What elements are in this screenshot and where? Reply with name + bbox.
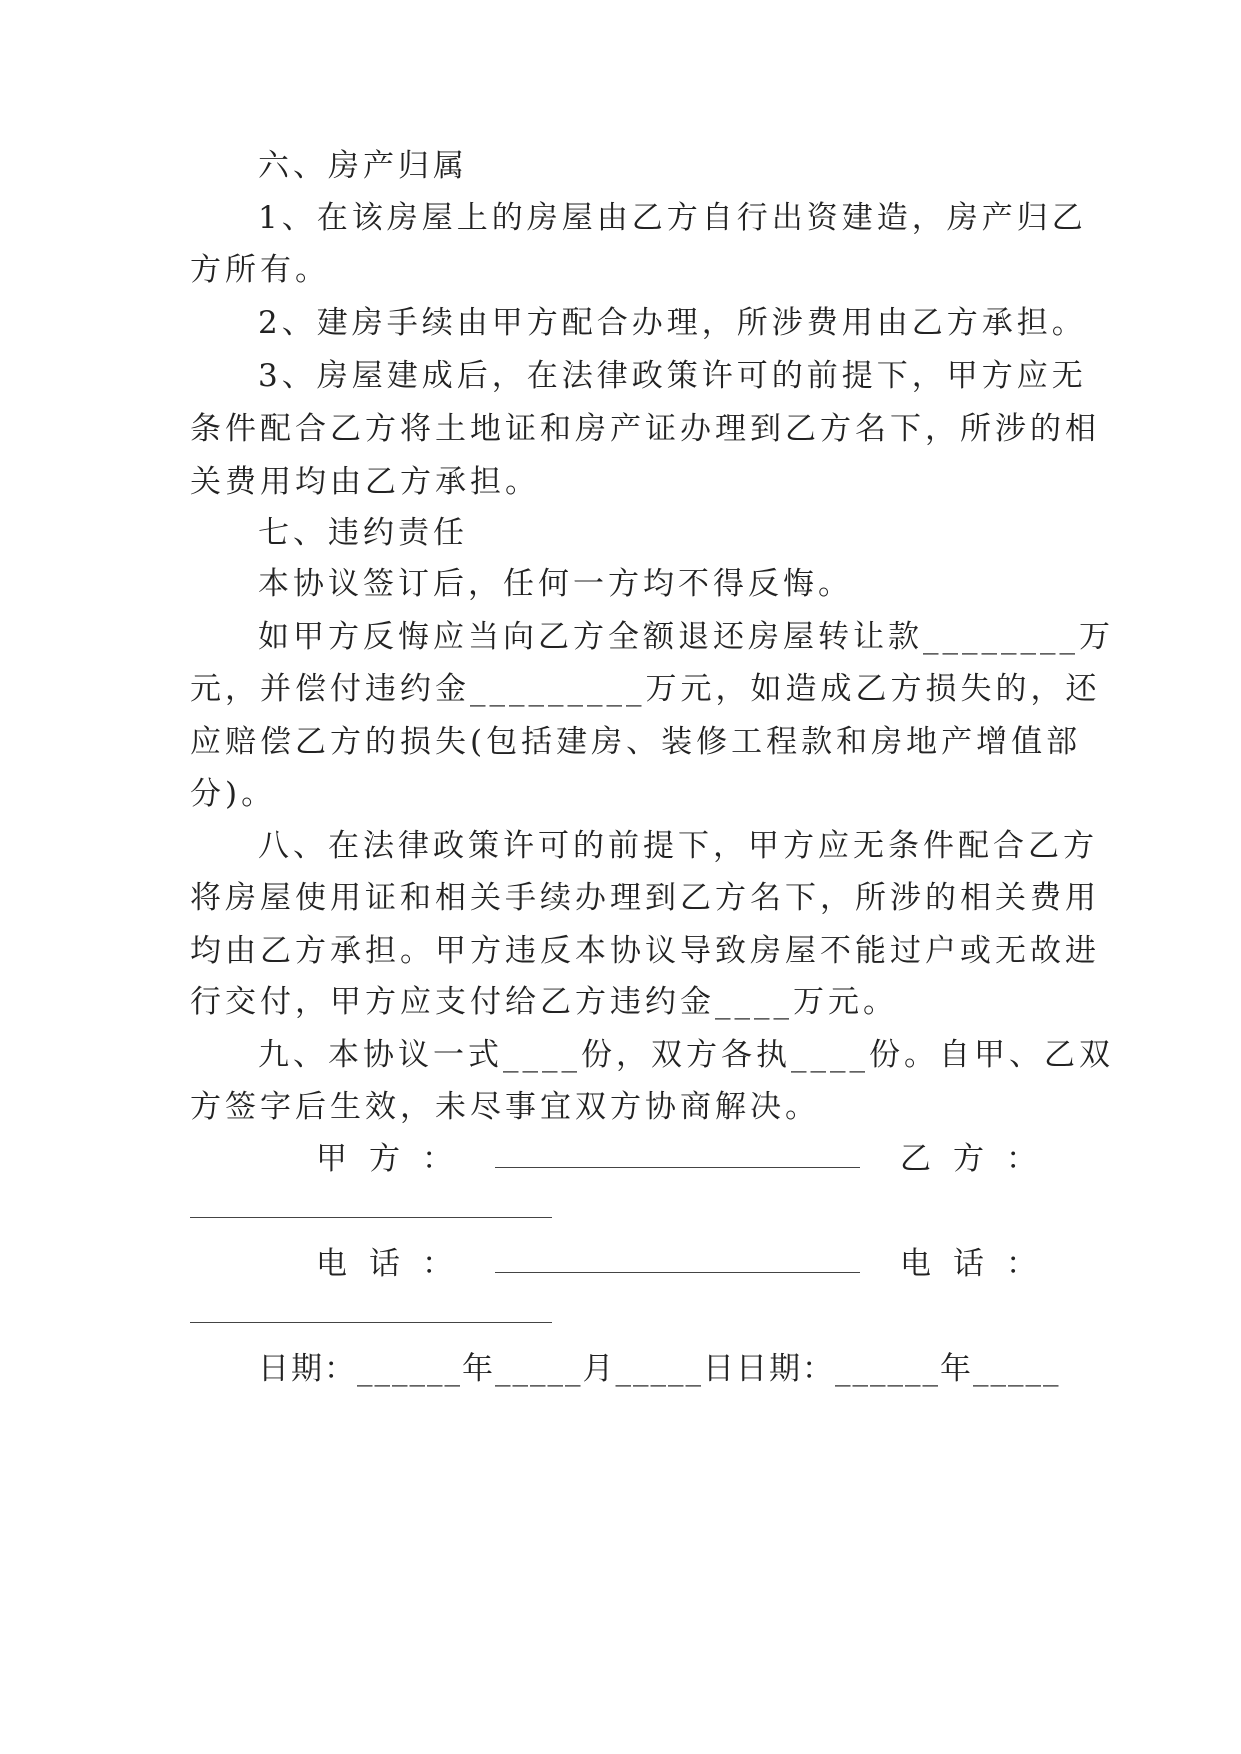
paragraph-line: 八、在法律政策许可的前提下，甲方应无条件配合乙方 [258,828,1098,864]
phone-a-line[interactable] [495,1272,860,1273]
party-b-signature-line[interactable] [190,1217,552,1218]
paragraph-line: 1、在该房屋上的房屋由乙方自行出资建造，房产归乙 [258,200,1087,236]
phone-b-line[interactable] [190,1322,552,1323]
paragraph-line: 将房屋使用证和相关手续办理到乙方名下，所涉的相关费用 [190,880,1100,916]
paragraph-line: 关费用均由乙方承担。 [190,464,540,500]
paragraph-line: 九、本协议一式____份，双方各执____份。自甲、乙双 [258,1037,1114,1073]
paragraph-line: 2、建房手续由甲方配合办理，所涉费用由乙方承担。 [258,305,1087,341]
phone-b-label: 电话： [900,1246,1059,1282]
paragraph-line: 应赔偿乙方的损失(包括建房、装修工程款和房地产增值部 [190,724,1082,760]
date-line: 日期：______年_____月_____日日期：______年_____ [258,1351,1061,1387]
party-a-label: 甲方： [316,1141,475,1177]
party-b-label: 乙方： [900,1141,1059,1177]
paragraph-line: 均由乙方承担。甲方违反本协议导致房屋不能过户或无故进 [190,933,1100,969]
section-heading-property: 六、房产归属 [258,148,468,184]
paragraph-line: 元，并偿付违约金_________万元，如造成乙方损失的，还 [190,671,1101,707]
phone-a-label: 电话： [316,1246,475,1282]
paragraph-line: 方签字后生效，未尽事宜双方协商解决。 [190,1089,820,1125]
paragraph-line: 本协议签订后，任何一方均不得反悔。 [258,566,853,602]
paragraph-line: 方所有。 [190,252,330,288]
paragraph-line: 3、房屋建成后，在法律政策许可的前提下，甲方应无 [258,358,1087,394]
section-heading-breach: 七、违约责任 [258,515,468,551]
signature-row-parties [190,1133,1060,1185]
paragraph-line: 条件配合乙方将土地证和房产证办理到乙方名下，所涉的相 [190,411,1100,447]
paragraph-line: 如甲方反悔应当向乙方全额退还房屋转让款________万 [258,619,1114,655]
party-a-signature-line[interactable] [495,1167,860,1168]
paragraph-line: 行交付，甲方应支付给乙方违约金____万元。 [190,984,898,1020]
signature-row-phones [190,1238,1060,1290]
paragraph-line: 分)。 [190,776,277,812]
